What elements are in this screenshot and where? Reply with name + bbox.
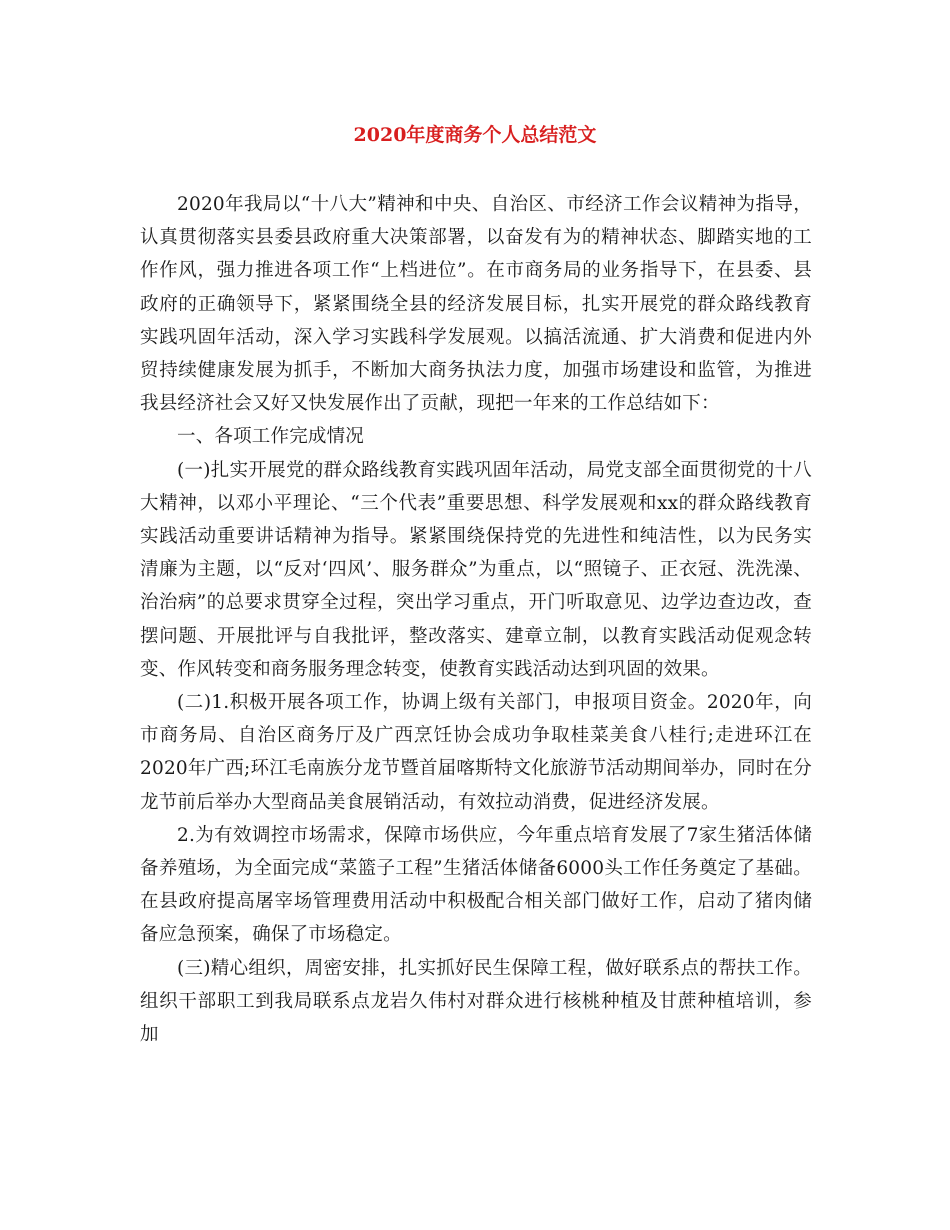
paragraph-item-2-sub: 2.为有效调控市场需求，保障市场供应，今年重点培育发展了7家生猪活体储备养殖场，为全面完成“菜篮子工程”生猪活体储备6000头工作任务奠定了基础。在县政府提高屠宰场管理费用活动中积极配合相关部门做好工作，启动了猪肉储备应急预案，确保了市场稳定。: [140, 824, 812, 946]
document-body: [140, 188, 812, 1051]
paragraph-item-3: (三)精心组织，周密安排，扎实抓好民生保障工程，做好联系点的帮扶工作。组织干部职工到我局联系点龙岩久伟村对群众进行核桃种植及甘蔗种植培训，参加: [140, 957, 812, 1046]
paragraph-item-2: (二)1.积极开展各项工作，协调上级有关部门，申报项目资金。2020年，向市商务局、自治区商务厅及广西烹饪协会成功争取桂菜美食八桂行;走进环江在2020年广西;环江毛南族分龙节暨首届喀斯特文化旅游节活动期间举办，同时在分龙节前后举办大型商品美食展销活动，有效拉动消费，促进经济发展。: [140, 692, 812, 813]
document-title: 2020年度商务个人总结范文: [353, 124, 597, 146]
paragraph-section-heading: 一、各项工作完成情况: [177, 426, 365, 448]
paragraph-item-1: (一)扎实开展党的群众路线教育实践巩固年活动，局党支部全面贯彻党的十八大精神，以邓小平理论、“三个代表”重要思想、科学发展观和xx的群众路线教育实践活动重要讲话精神为指导。紧紧围绕保持党的先进性和纯洁性，以为民务实清廉为主题，以“反对‘四风’、服务群众”为重点，以“照镜子、正衣冠、洗洗澡、治治病”的总要求贯穿全过程，突出学习重点，开门听取意见、边学边查边改，查摆问题、开展批评与自我批评，整改落实、建章立制，以教育实践活动促观念转变、作风转变和商务服务理念转变，使教育实践活动达到巩固的效果。: [140, 459, 812, 680]
paragraph-intro: 2020年我局以“十八大”精神和中央、自治区、市经济工作会议精神为指导，认真贯彻落实县委县政府重大决策部署，以奋发有为的精神状态、脚踏实地的工作作风，强力推进各项工作“上档进位”。在市商务局的业务指导下，在县委、县政府的正确领导下，紧紧围绕全县的经济发展目标，扎实开展党的群众路线教育实践巩固年活动，深入学习实践科学发展观。以搞活流通、扩大消费和促进内外贸持续健康发展为抓手，不断加大商务执法力度，加强市场建设和监管，为推进我县经济社会又好又快发展作出了贡献，现把一年来的工作总结如下：: [140, 194, 812, 415]
